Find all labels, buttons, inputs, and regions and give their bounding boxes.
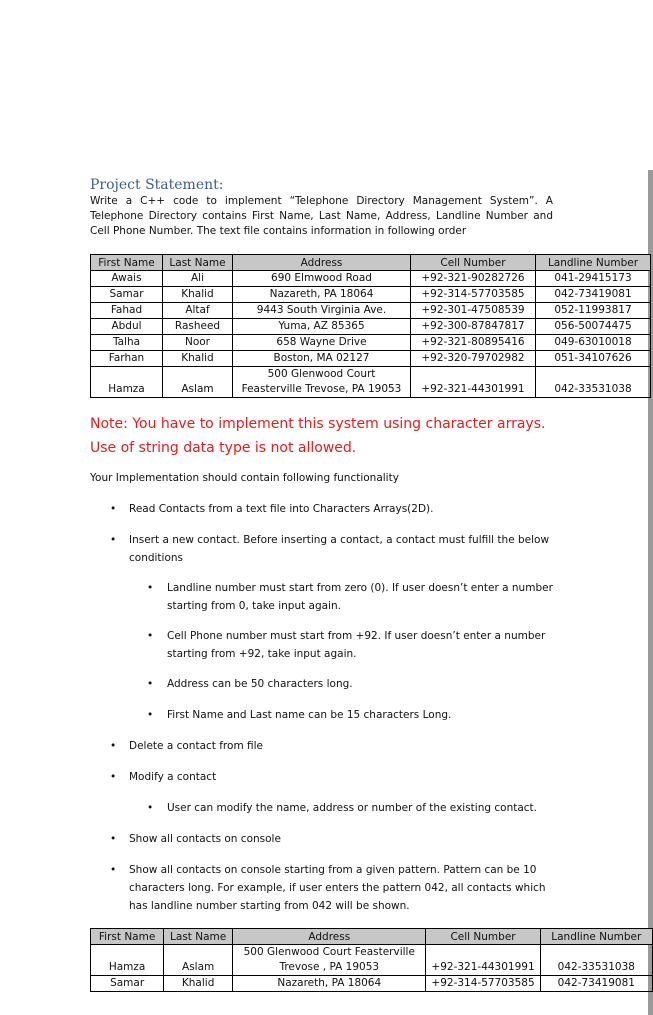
table-row	[91, 287, 651, 303]
cell-first: Fahad	[91, 303, 163, 319]
list-item-text: Cell Phone number must start from +92. If user doesn’t enter a number	[167, 630, 546, 642]
bullet-icon: •	[147, 709, 154, 721]
cell-cell: +92-321-44301991	[426, 945, 540, 976]
list-item-text: starting from +92, take input again.	[167, 648, 357, 660]
bullet-icon: •	[147, 802, 154, 814]
note-line: Note: You have to implement this system using character arrays.	[90, 416, 546, 432]
table-row	[91, 303, 651, 319]
cell-last: Aslam	[164, 945, 233, 976]
column-header: Address	[233, 255, 411, 271]
list-item-text: Delete a contact from file	[129, 740, 264, 752]
cell-first: Talha	[91, 335, 163, 351]
column-header: Address	[233, 929, 426, 945]
cell-land: 051-34107626	[536, 351, 651, 367]
list-item-text: Insert a new contact. Before inserting a contact, a contact must fulfill the below	[129, 534, 550, 546]
cell-cell: +92-314-57703585	[426, 976, 540, 992]
cell-cell: +92-300-87847817	[411, 319, 536, 335]
cell-land: 056-50074475	[536, 319, 651, 335]
bullet-icon: •	[110, 771, 117, 783]
project-statement	[90, 176, 553, 239]
bullet-icon: •	[110, 864, 117, 876]
example-table	[90, 928, 653, 992]
note-line: Use of string data type is not allowed.	[90, 440, 357, 456]
cell-cell: +92-320-79702982	[411, 351, 536, 367]
table-row	[91, 335, 651, 351]
cell-land: 041-29415173	[536, 271, 651, 287]
bullet-icon: •	[147, 678, 154, 690]
directory-table	[90, 254, 651, 398]
column-header: Landline Number	[536, 255, 651, 271]
address-line: Trevose , PA 19053	[279, 961, 380, 973]
cell-cell: +92-321-44301991	[411, 367, 536, 398]
list-item-text: Show all contacts on console starting from a given pattern. Pattern can be 10	[129, 864, 537, 876]
list-item-text: Address can be 50 characters long.	[167, 678, 353, 690]
cell-first: Hamza	[91, 367, 163, 398]
list-item-text: has landline number starting from 042 will be shown.	[129, 900, 410, 912]
table-row	[91, 319, 651, 335]
cell-last: Rasheed	[163, 319, 233, 335]
bullet-icon: •	[147, 582, 154, 594]
cell-last: Khalid	[164, 976, 233, 992]
list-item-text: First Name and Last name can be 15 characters Long.	[167, 709, 452, 721]
table-header-row	[91, 929, 653, 945]
list-item-text: Show all contacts on console	[129, 833, 281, 845]
list-item-text: conditions	[129, 552, 184, 564]
cell-last: Ali	[163, 271, 233, 287]
table-row	[91, 271, 651, 287]
cell-last: Altaf	[163, 303, 233, 319]
cell-last: Noor	[163, 335, 233, 351]
note	[90, 412, 545, 460]
cell-cell: +92-321-90282726	[411, 271, 536, 287]
cell-land: 042-73419081	[540, 976, 652, 992]
bullet-icon: •	[110, 833, 117, 845]
cell-last: Aslam	[163, 367, 233, 398]
column-header: Landline Number	[540, 929, 652, 945]
cell-cell: +92-314-57703585	[411, 287, 536, 303]
cell-address: Boston, MA 02127	[233, 351, 411, 367]
address-line: 500 Glenwood Court	[267, 368, 376, 380]
table-row	[91, 945, 653, 976]
table-row	[91, 367, 651, 398]
bullet-icon: •	[110, 534, 117, 546]
address-line: 500 Glenwood Court Feasterville	[243, 946, 415, 958]
column-header: First Name	[91, 255, 163, 271]
cell-address: Nazareth, PA 18064	[233, 287, 411, 303]
page-title: Project Statement:	[90, 177, 224, 193]
cell-first: Hamza	[91, 945, 164, 976]
cell-land: 049-63010018	[536, 335, 651, 351]
table-row	[91, 976, 653, 992]
cell-cell: +92-321-80895416	[411, 335, 536, 351]
list-item-text: User can modify the name, address or number of the existing contact.	[167, 802, 538, 814]
list-item-text: starting from 0, take input again.	[167, 600, 342, 612]
cell-land: 042-33531038	[536, 367, 651, 398]
cell-first: Abdul	[91, 319, 163, 335]
implementation-intro: Your Implementation should contain following functionality	[90, 472, 399, 484]
bullet-icon: •	[110, 740, 117, 752]
list-item-text: Read Contacts from a text file into Characters Arrays(2D).	[129, 503, 434, 515]
cell-first: Farhan	[91, 351, 163, 367]
cell-first: Samar	[91, 287, 163, 303]
cell-land: 042-33531038	[540, 945, 652, 976]
column-header: Cell Number	[411, 255, 536, 271]
cell-address: 9443 South Virginia Ave.	[233, 303, 411, 319]
column-header: Cell Number	[426, 929, 540, 945]
cell-first: Awais	[91, 271, 163, 287]
cell-last: Khalid	[163, 351, 233, 367]
cell-land: 052-11993817	[536, 303, 651, 319]
intro-paragraph: Write a C++ code to implement “Telephone Directory Management System”. A Telephone Directory contains First Name, Last Name, Address, Landline Number and Cell Phone Number. The text file contains information in following order	[90, 195, 553, 237]
cell-land: 042-73419081	[536, 287, 651, 303]
cell-address	[233, 367, 411, 398]
cell-address	[233, 945, 426, 976]
column-header: Last Name	[164, 929, 233, 945]
column-header: First Name	[91, 929, 164, 945]
cell-address: 658 Wayne Drive	[233, 335, 411, 351]
table-row	[91, 351, 651, 367]
cell-last: Khalid	[163, 287, 233, 303]
cell-address: 690 Elmwood Road	[233, 271, 411, 287]
list-item-text: Landline number must start from zero (0). If user doesn’t enter a number	[167, 582, 553, 594]
bullet-icon: •	[147, 630, 154, 642]
table-header-row	[91, 255, 651, 271]
cell-address: Nazareth, PA 18064	[233, 976, 426, 992]
address-line: Feasterville Trevose, PA 19053	[241, 383, 402, 395]
cell-address: Yuma, AZ 85365	[233, 319, 411, 335]
list-item-text: characters long. For example, if user enters the pattern 042, all contacts which	[129, 882, 546, 894]
bullet-icon: •	[110, 503, 117, 515]
cell-cell: +92-301-47508539	[411, 303, 536, 319]
list-item-text: Modify a contact	[129, 771, 217, 783]
column-header: Last Name	[163, 255, 233, 271]
cell-first: Samar	[91, 976, 164, 992]
